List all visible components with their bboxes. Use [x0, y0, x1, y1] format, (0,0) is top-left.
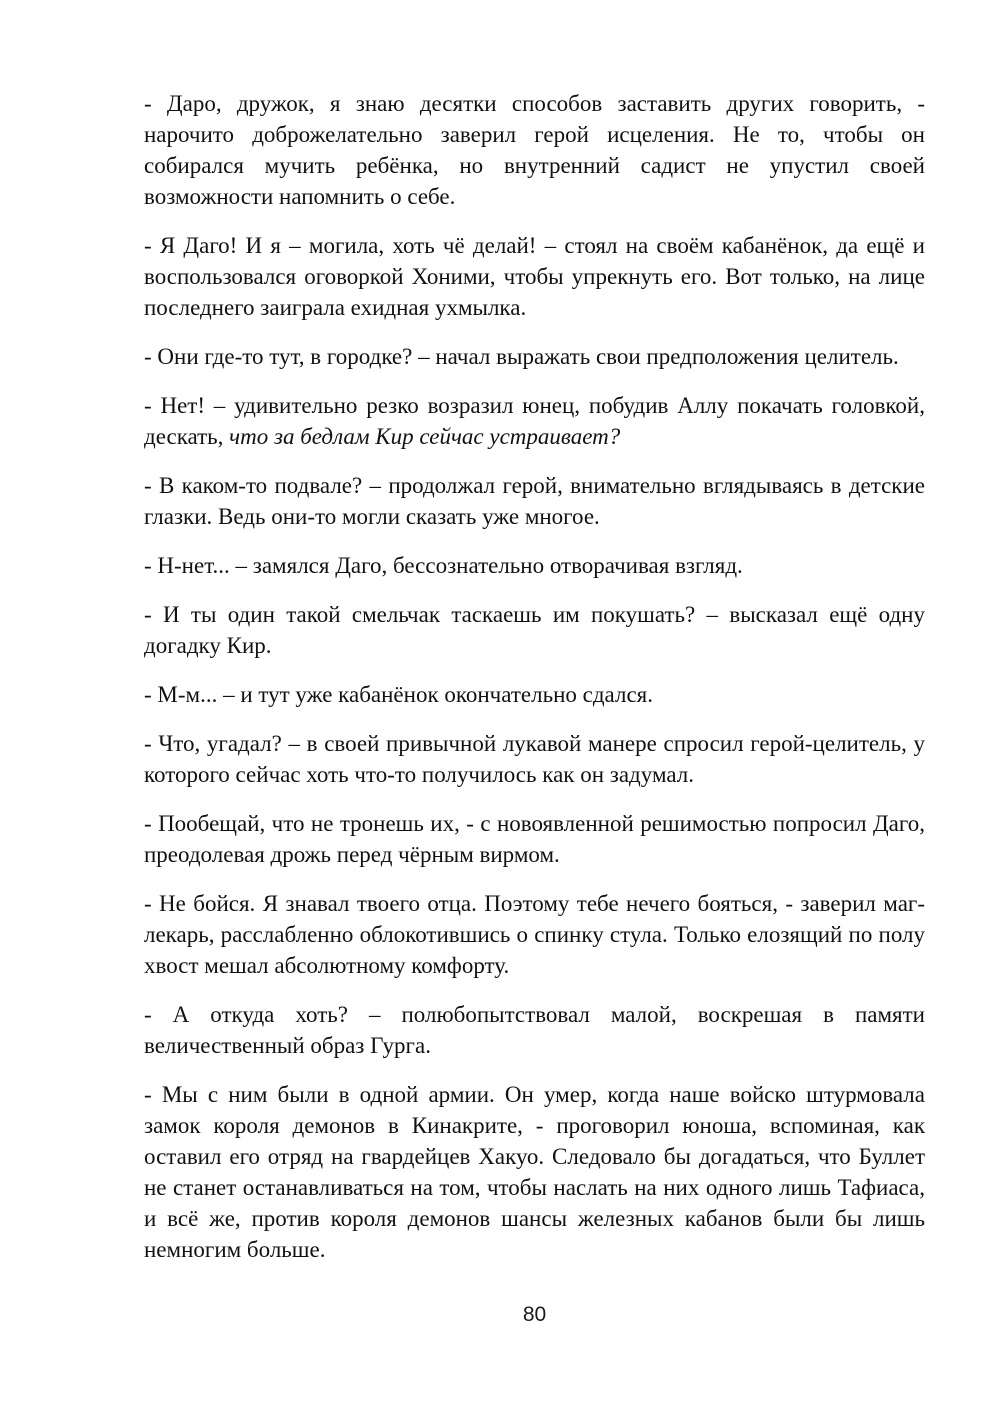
paragraph: [144, 341, 925, 372]
paragraph-text-run-italic: что за бедлам Кир сейчас устраивает?: [229, 424, 621, 449]
paragraph-text-run: - Они где-то тут, в городке? – начал выражать свои предположения целитель.: [144, 344, 899, 369]
paragraph-text-run: - М-м... – и тут уже кабанёнок окончательно сдался.: [144, 682, 653, 707]
paragraph-text-run: - Мы с ним были в одной армии. Он умер, когда наше войско штурмовала замок короля демонов в Кинакрите, - проговорил юноша, вспоминая, как оставил его отряд на гвардейцев Хакуо. Следовало бы догадаться, что Буллет не станет останавливаться на том, чтобы наслать на них одного лишь Тафиаса, и всё же, против короля демонов шансы железных кабанов были бы лишь немногим больше.: [144, 1082, 925, 1262]
paragraph: [144, 470, 925, 532]
paragraph-text-run: - Нет! – удивительно резко возразил юнец, побудив Аллу покачать головкой, дескать,: [144, 393, 925, 449]
paragraph: [144, 230, 925, 323]
paragraph: [144, 390, 925, 452]
paragraph: [144, 550, 925, 581]
paragraph: [144, 1079, 925, 1265]
paragraph-text-run: - Я Даго! И я – могила, хоть чё делай! – стоял на своём кабанёнок, да ещё и воспользовался оговоркой Хоними, чтобы упрекнуть его. Вот только, на лице последнего заиграла ехидная ухмылка.: [144, 233, 925, 320]
paragraph: [144, 888, 925, 981]
paragraph: [144, 808, 925, 870]
paragraph-text-run: - И ты один такой смельчак таскаешь им покушать? – высказал ещё одну догадку Кир.: [144, 602, 925, 658]
paragraph-text-run: - Даро, дружок, я знаю десятки способов заставить других говорить, - нарочито доброжелательно заверил герой исцеления. Не то, чтобы он собирался мучить ребёнка, но внутренний садист не упустил своей возможности напомнить о себе.: [144, 91, 925, 209]
paragraph: [144, 679, 925, 710]
page-number: 80: [522, 1303, 547, 1326]
paragraph-text-run: - Не бойся. Я знавал твоего отца. Поэтому тебе нечего бояться, - заверил маг-лекарь, расслабленно облокотившись о спинку стула. Только елозящий по полу хвост мешал абсолютному комфорту.: [144, 891, 925, 978]
paragraph-text-run: - Пообещай, что не тронешь их, - с новоявленной решимостью попросил Даго, преодолевая дрожь перед чёрным вирмом.: [144, 811, 925, 867]
paragraph-text-run: - В каком-то подвале? – продолжал герой, внимательно вглядываясь в детские глазки. Ведь они-то могли сказать уже многое.: [144, 473, 925, 529]
paragraph: [144, 599, 925, 661]
text-block: [144, 88, 925, 1265]
paragraph: [144, 999, 925, 1061]
paragraph: [144, 728, 925, 790]
paragraph-text-run: - Н-нет... – замялся Даго, бессознательно отворачивая взгляд.: [144, 553, 743, 578]
paragraph: [144, 88, 925, 212]
paragraph-text-run: - Что, угадал? – в своей привычной лукавой манере спросил герой-целитель, у которого сейчас хоть что-то получилось как он задумал.: [144, 731, 925, 787]
paragraph-text-run: - А откуда хоть? – полюбопытствовал малой, воскрешая в памяти величественный образ Гурга.: [144, 1002, 925, 1058]
